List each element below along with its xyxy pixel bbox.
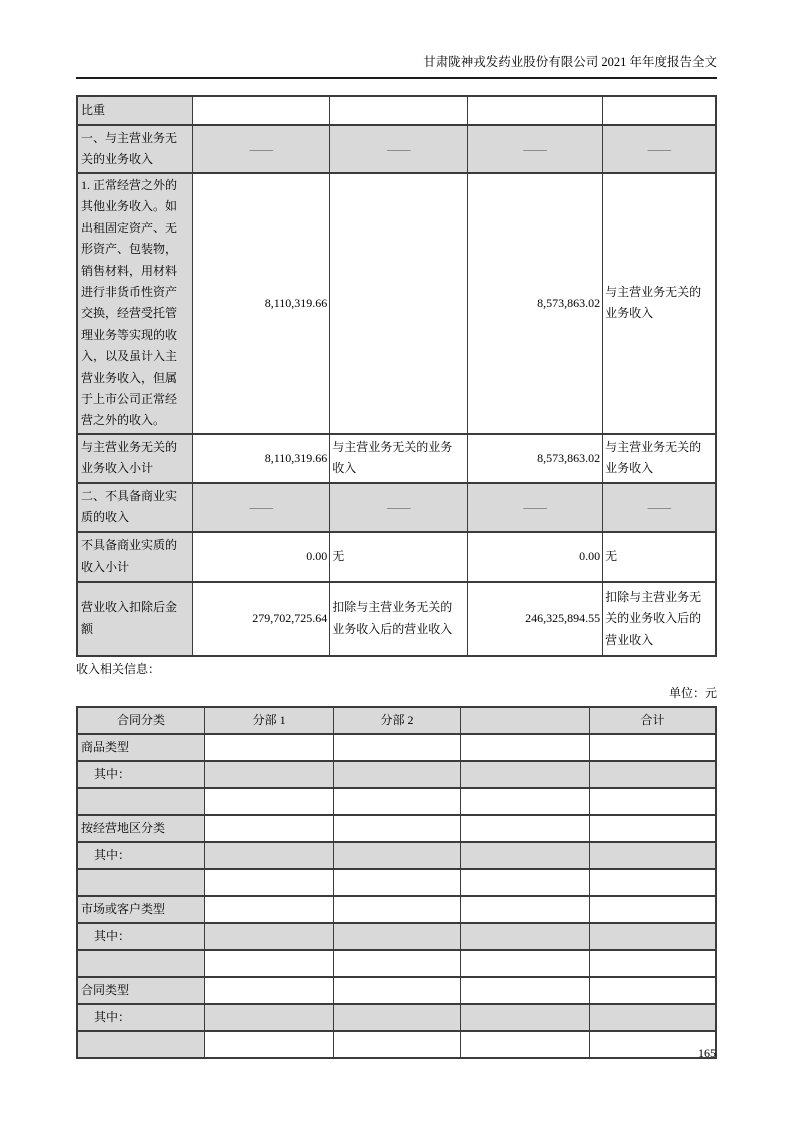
table-row — [77, 582, 716, 656]
empty-cell — [204, 977, 333, 1004]
empty-cell — [334, 950, 460, 977]
empty-cell — [460, 1004, 589, 1031]
dash-cell: —— — [467, 125, 602, 173]
empty-cell — [460, 842, 589, 869]
description-cell: 扣除与主营业务无关的业务收入后的营业收入 — [330, 582, 467, 656]
description-cell: 无 — [330, 532, 467, 582]
empty-cell — [204, 950, 333, 977]
column-header: 合同分类 — [77, 707, 204, 734]
empty-cell — [334, 896, 460, 923]
value-cell: 8,110,319.66 — [192, 173, 329, 434]
table-row — [77, 532, 716, 582]
description-cell: 与主营业务无关的业务收入 — [330, 434, 467, 483]
empty-cell — [590, 734, 716, 761]
empty-cell — [204, 734, 333, 761]
value-cell: 8,573,863.02 — [467, 434, 602, 483]
description-cell — [330, 173, 467, 434]
table-row — [77, 1031, 716, 1058]
row-label: 合同类型 — [77, 977, 204, 1004]
description-cell: 扣除与主营业务无关的业务收入后的营业收入 — [603, 582, 716, 656]
empty-cell — [204, 1031, 333, 1058]
empty-cell — [204, 842, 333, 869]
row-label: 二、不具备商业实质的收入 — [77, 483, 192, 532]
value-cell: 0.00 — [467, 532, 602, 582]
empty-cell — [334, 869, 460, 896]
value-cell — [467, 96, 602, 125]
page-number: 165 — [698, 1046, 716, 1060]
empty-cell — [590, 869, 716, 896]
empty-cell — [460, 1031, 589, 1058]
empty-cell — [590, 788, 716, 815]
table-row — [77, 734, 716, 761]
contract-classification-table-body — [77, 707, 716, 1058]
empty-cell — [590, 1004, 716, 1031]
empty-cell — [590, 815, 716, 842]
table-row — [77, 869, 716, 896]
empty-cell — [334, 734, 460, 761]
empty-cell — [590, 977, 716, 1004]
row-label: 其中： — [77, 761, 204, 788]
description-cell: 与主营业务无关的业务收入 — [603, 434, 716, 483]
row-label: 营业收入扣除后金额 — [77, 582, 192, 656]
table-row — [77, 842, 716, 869]
empty-cell — [590, 950, 716, 977]
column-header — [460, 707, 589, 734]
empty-cell — [460, 788, 589, 815]
table-row — [77, 950, 716, 977]
empty-cell — [334, 788, 460, 815]
table-row — [77, 896, 716, 923]
table-row — [77, 815, 716, 842]
row-label: 一、与主营业务无关的业务收入 — [77, 125, 192, 173]
empty-cell — [334, 1004, 460, 1031]
empty-cell — [204, 869, 333, 896]
revenue-deduction-table-body — [77, 96, 716, 656]
empty-cell — [334, 842, 460, 869]
empty-cell — [204, 815, 333, 842]
unit-label: 单位：元 — [668, 685, 717, 700]
row-label — [77, 788, 204, 815]
empty-cell — [460, 734, 589, 761]
table-row — [77, 96, 716, 125]
row-label: 其中： — [77, 1004, 204, 1031]
empty-cell — [460, 977, 589, 1004]
empty-cell — [590, 761, 716, 788]
row-label: 1. 正常经营之外的其他业务收入。如出租固定资产、无形资产、包装物，销售材料，用材料进行非货币性资产交换，经营受托管理业务等实现的收入，以及虽计入主营业务收入，但属于上市公司正常经营之外的收入。 — [77, 173, 192, 434]
empty-cell — [590, 896, 716, 923]
empty-cell — [460, 923, 589, 950]
description-cell — [330, 96, 467, 125]
column-header: 分部 2 — [334, 707, 460, 734]
header-rule — [76, 77, 717, 79]
dash-cell: —— — [467, 483, 602, 532]
table-row — [77, 1004, 716, 1031]
dash-cell: —— — [603, 483, 716, 532]
empty-cell — [204, 923, 333, 950]
empty-cell — [204, 788, 333, 815]
empty-cell — [460, 896, 589, 923]
row-label: 其中： — [77, 923, 204, 950]
row-label — [77, 1031, 204, 1058]
empty-cell — [460, 869, 589, 896]
empty-cell — [334, 761, 460, 788]
description-cell: 无 — [603, 532, 716, 582]
row-label: 其中： — [77, 842, 204, 869]
empty-cell — [334, 815, 460, 842]
row-label: 比重 — [77, 96, 192, 125]
header-row — [77, 707, 716, 734]
dash-cell: —— — [192, 125, 329, 173]
dash-cell: —— — [330, 125, 467, 173]
revenue-deduction-table — [76, 95, 717, 657]
row-label: 与主营业务无关的业务收入小计 — [77, 434, 192, 483]
empty-cell — [204, 761, 333, 788]
column-header: 分部 1 — [204, 707, 333, 734]
empty-cell — [204, 1004, 333, 1031]
table-row — [77, 173, 716, 434]
empty-cell — [590, 842, 716, 869]
empty-cell — [460, 950, 589, 977]
value-cell — [192, 96, 329, 125]
row-label — [77, 869, 204, 896]
value-cell: 0.00 — [192, 532, 329, 582]
description-cell — [603, 96, 716, 125]
dash-cell: —— — [603, 125, 716, 173]
description-cell: 与主营业务无关的业务收入 — [603, 173, 716, 434]
empty-cell — [460, 761, 589, 788]
contract-classification-table — [76, 706, 717, 1059]
empty-cell — [334, 1031, 460, 1058]
table-row — [77, 483, 716, 532]
value-cell: 8,573,863.02 — [467, 173, 602, 434]
table-row — [77, 788, 716, 815]
dash-cell: —— — [330, 483, 467, 532]
value-cell: 279,702,725.64 — [192, 582, 329, 656]
table-row — [77, 923, 716, 950]
row-label: 不具备商业实质的收入小计 — [77, 532, 192, 582]
empty-cell — [590, 923, 716, 950]
page-content — [76, 0, 717, 1059]
table-row — [77, 977, 716, 1004]
revenue-info-note: 收入相关信息： — [76, 661, 161, 676]
row-label: 市场或客户类型 — [77, 896, 204, 923]
table-row — [77, 761, 716, 788]
empty-cell — [204, 896, 333, 923]
row-label: 商品类型 — [77, 734, 204, 761]
empty-cell — [334, 923, 460, 950]
column-header: 合计 — [590, 707, 716, 734]
row-label — [77, 950, 204, 977]
document-header-title: 甘肃陇神戎发药业股份有限公司 2021 年年度报告全文 — [423, 55, 717, 69]
dash-cell: —— — [192, 483, 329, 532]
value-cell: 246,325,894.55 — [467, 582, 602, 656]
table-row — [77, 125, 716, 173]
row-label: 按经营地区分类 — [77, 815, 204, 842]
table-row — [77, 434, 716, 483]
empty-cell — [460, 815, 589, 842]
empty-cell — [334, 977, 460, 1004]
value-cell: 8,110,319.66 — [192, 434, 329, 483]
